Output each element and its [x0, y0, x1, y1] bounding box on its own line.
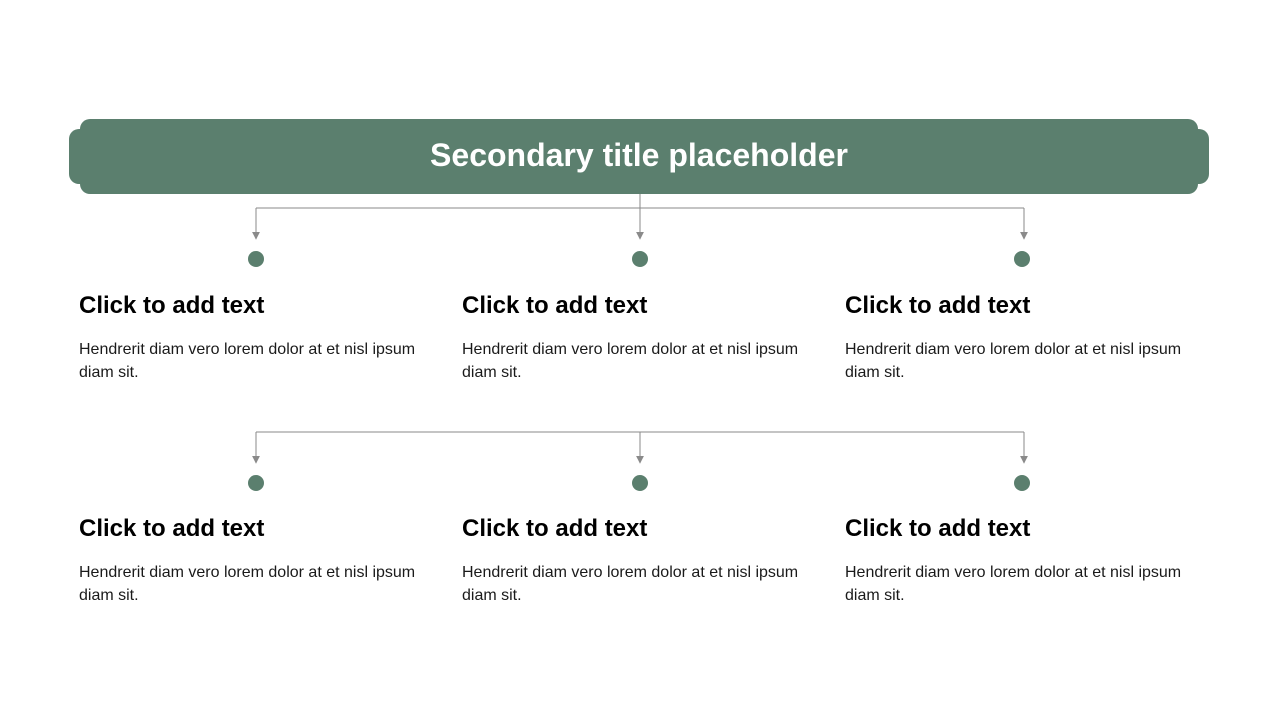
item-body[interactable]: Hendrerit diam vero lorem dolor at et nisl ipsum diam sit. [845, 341, 1182, 381]
list-item [845, 515, 1205, 607]
page-title[interactable]: Secondary title placeholder [430, 137, 848, 173]
item-body[interactable]: Hendrerit diam vero lorem dolor at et nisl ipsum diam sit. [462, 564, 799, 604]
item-heading[interactable]: Click to add text [845, 515, 1031, 542]
list-item [462, 292, 822, 384]
list-item [845, 292, 1205, 384]
item-heading[interactable]: Click to add text [79, 515, 265, 542]
item-body[interactable]: Hendrerit diam vero lorem dolor at et nisl ipsum diam sit. [462, 341, 799, 381]
item-body[interactable]: Hendrerit diam vero lorem dolor at et nisl ipsum diam sit. [79, 341, 416, 381]
list-item [462, 515, 822, 607]
node-dot [248, 251, 264, 267]
item-heading[interactable]: Click to add text [79, 292, 265, 319]
list-item [79, 292, 439, 384]
item-body[interactable]: Hendrerit diam vero lorem dolor at et nisl ipsum diam sit. [79, 564, 416, 604]
item-heading[interactable]: Click to add text [845, 292, 1031, 319]
node-dot [1014, 251, 1030, 267]
title-banner [69, 119, 1209, 194]
node-dot [632, 251, 648, 267]
item-heading[interactable]: Click to add text [462, 515, 648, 542]
node-dot [632, 475, 648, 491]
node-dot [248, 475, 264, 491]
item-heading[interactable]: Click to add text [462, 292, 648, 319]
list-item [79, 515, 439, 607]
item-body[interactable]: Hendrerit diam vero lorem dolor at et nisl ipsum diam sit. [845, 564, 1182, 604]
node-dot [1014, 475, 1030, 491]
